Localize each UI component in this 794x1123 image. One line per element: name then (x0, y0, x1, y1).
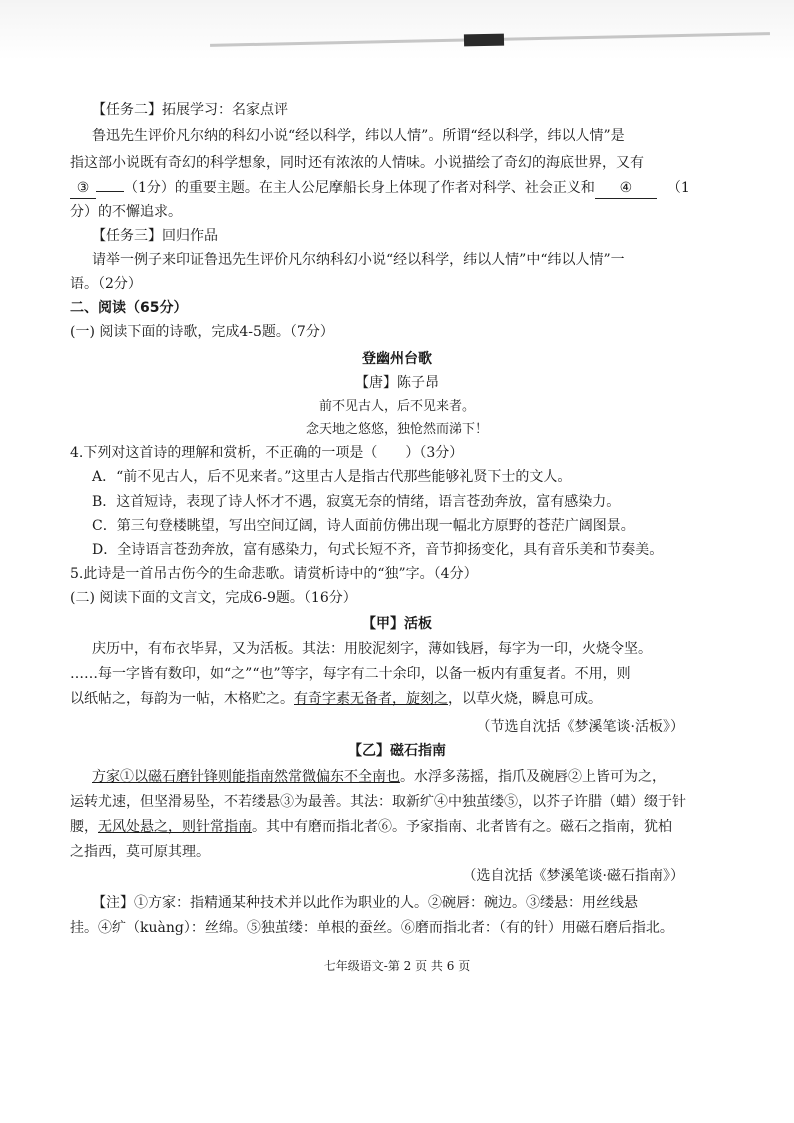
jia-text-end: ，以草火烧，瞬息可成。 (448, 691, 602, 707)
yi-text: 。水浮多荡摇，指爪及碗唇②上皆可为之， (400, 769, 666, 785)
jia-line-1: 庆历中，有布衣毕昇，又为活板。其法：用胶泥刻字，薄如钱唇，每字为一印，火烧令坚。 (92, 641, 652, 657)
part2-title: (二) 阅读下面的文言文，完成6-9题。（16分） (70, 590, 357, 606)
yi-line-4: 之指西，莫可原其理。 (70, 844, 210, 860)
task2-para-line4: 分）的不懈追求。 (70, 204, 182, 220)
notes-line-2: 挂。④纩（kuàng）：丝绵。⑤独茧缕：单根的蚕丝。⑥磨而指北者：（有的针）用磁石磨后指北。 (70, 920, 674, 936)
yi-title: 【乙】磁石指南 (348, 743, 446, 759)
yi-text-start: 腰， (70, 819, 98, 835)
poem-author: 【唐】陈子昂 (355, 375, 439, 391)
task2-text-end: （1 (666, 180, 690, 196)
poem-title: 登幽州台歌 (362, 351, 432, 367)
jia-underlined-sentence: 有奇字素无备者，旋刻之 (294, 691, 448, 707)
task3-para-line2: 语。（2分） (70, 276, 142, 292)
jia-text: 以纸帖之，每韵为一帖，木格贮之。 (70, 691, 294, 707)
yi-line-3 (70, 817, 672, 837)
jia-line-2: ……每一字皆有数印，如“之”“也”等字，每字有二十余印，以备一板内有重复者。不用，则 (70, 666, 631, 682)
section2-title: 二、阅读（65分） (70, 300, 188, 316)
yi-line-1 (92, 767, 666, 787)
q5-stem: 5.此诗是一首吊古伤今的生命悲歌。请赏析诗中的“独”字。（4分） (70, 566, 478, 582)
yi-underlined-sentence-1: 方家①以磁石磨针锋则能指南然常微偏东不全南也 (92, 769, 400, 785)
q4-option-a: A．“前不见古人，后不见来者。”这里古人是指古代那些能够礼贤下士的文人。 (92, 469, 572, 485)
notes-line-1: 【注】①方家：指精通某种技术并以此作为职业的人。②碗唇：碗边。③缕悬：用丝线悬 (92, 895, 638, 911)
scan-shadow (0, 0, 794, 60)
scan-mark (464, 34, 504, 47)
q4-stem: 4.下列对这首诗的理解和赏析，不正确的一项是（ ）（3分） (70, 445, 464, 461)
yi-text-end: 。其中有磨而指北者⑥。予家指南、北者皆有之。磁石之指南，犹柏 (252, 819, 672, 835)
task2-para-line1: 鲁迅先生评价凡尔纳的科幻小说“经以科学，纬以人情”。所谓“经以科学，纬以人情”是 (92, 128, 625, 144)
jia-title: 【甲】活板 (362, 616, 432, 632)
blank-3-underline (96, 191, 124, 192)
q4-option-b: B．这首短诗，表现了诗人怀才不遇，寂寞无奈的情绪，语言苍劲奔放，富有感染力。 (92, 494, 621, 510)
blank-4[interactable]: ④ (595, 178, 657, 199)
task2-title: 【任务二】拓展学习：名家点评 (92, 102, 288, 118)
yi-source: （选自沈括《梦溪笔谈·磁石指南》） (462, 868, 684, 884)
poem-line-1: 前不见古人，后不见来者。 (318, 399, 475, 414)
q4-option-d: D．全诗语言苍劲奔放，富有感染力，句式长短不齐，音节抑扬变化，具有音乐美和节奏美。 (92, 542, 664, 558)
poem-line-2: 念天地之悠悠，独怆然而涕下！ (305, 422, 488, 437)
blank-3[interactable]: ③ (70, 178, 96, 199)
yi-underlined-sentence-2: 无风处悬之，则针常指南 (98, 819, 252, 835)
yi-line-2: 运转尤速，但坚滑易坠，不若缕悬③为最善。其法：取新纩④中独茧缕⑤，以芥子许腊（蜡）缀于针 (70, 794, 686, 810)
part1-title: (一) 阅读下面的诗歌，完成4-5题。（7分） (70, 324, 334, 340)
task2-para-line3 (70, 178, 690, 199)
page-footer: 七年级语文-第 2 页 共 6 页 (323, 959, 471, 973)
q4-option-c: C．第三句登楼眺望，写出空间辽阔，诗人面前仿佛出现一幅北方原野的苍茫广阔图景。 (92, 518, 635, 534)
task3-title: 【任务三】回归作品 (92, 228, 218, 244)
task2-text: （1分）的重要主题。在主人公尼摩船长身上体现了作者对科学、社会正义和 (124, 180, 595, 196)
task2-para-line2: 指这部小说既有奇幻的科学想象，同时还有浓浓的人情味。小说描绘了奇幻的海底世界，又有 (70, 155, 644, 171)
jia-source: （节选自沈括《梦溪笔谈·活板》） (476, 719, 684, 735)
jia-line-3 (70, 689, 602, 709)
task3-para-line1: 请举一例子来印证鲁迅先生评价凡尔纳科幻小说“经以科学，纬以人情”中“纬以人情”一 (92, 252, 625, 268)
